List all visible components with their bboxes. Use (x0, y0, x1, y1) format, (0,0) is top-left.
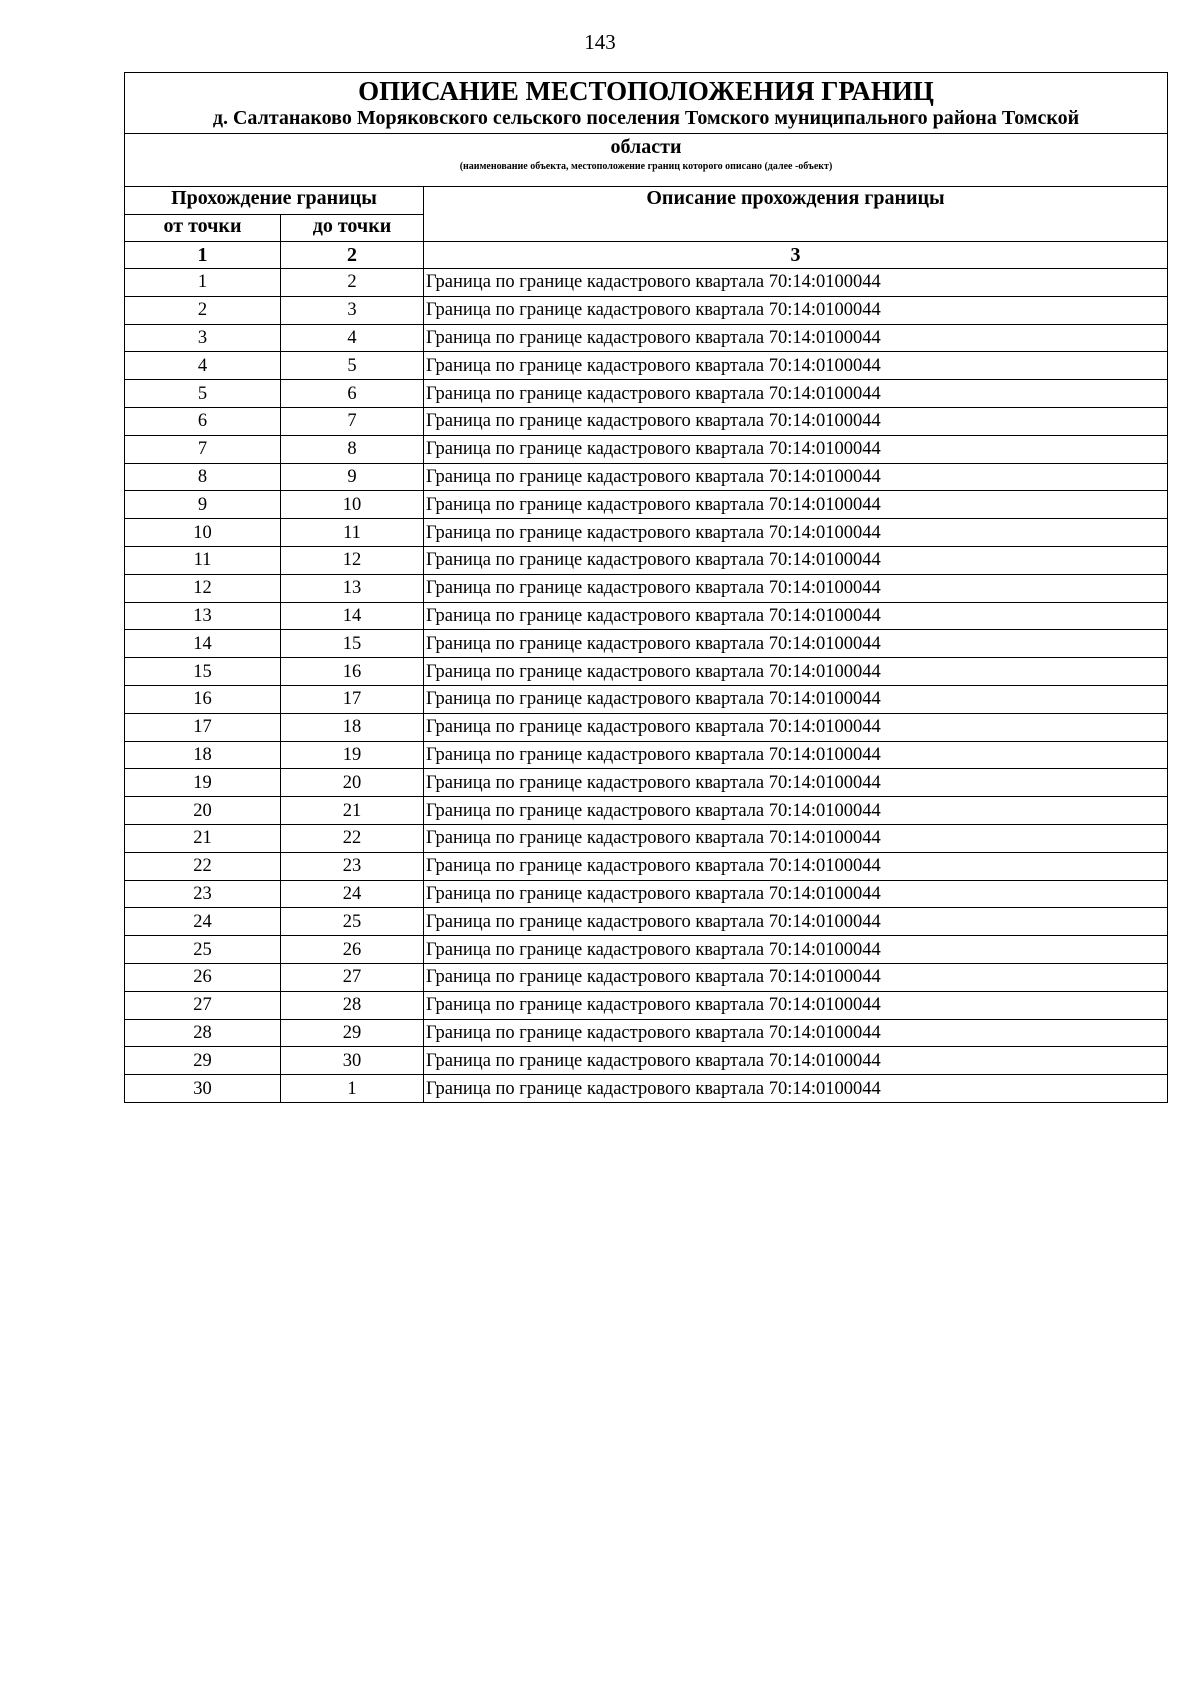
from-point-cell: 19 (125, 769, 281, 797)
to-point-cell: 23 (281, 852, 424, 880)
from-point-cell: 13 (125, 602, 281, 630)
table-row (125, 936, 1168, 964)
table-row (125, 269, 1168, 297)
from-point-cell: 21 (125, 824, 281, 852)
description-cell: Граница по границе кадастрового квартала 70:14:0100044 (424, 769, 1168, 797)
description-cell: Граница по границе кадастрового квартала 70:14:0100044 (424, 269, 1168, 297)
table-row (125, 1019, 1168, 1047)
title-cell (125, 73, 1168, 134)
title-row (125, 73, 1168, 134)
table-row (125, 741, 1168, 769)
from-point-cell: 29 (125, 1047, 281, 1075)
from-point-cell: 15 (125, 658, 281, 686)
from-point-cell: 10 (125, 519, 281, 547)
to-point-cell: 11 (281, 519, 424, 547)
from-point-cell: 4 (125, 352, 281, 380)
description-cell: Граница по границе кадастрового квартала 70:14:0100044 (424, 1047, 1168, 1075)
description-cell: Граница по границе кадастрового квартала 70:14:0100044 (424, 407, 1168, 435)
table-row (125, 685, 1168, 713)
to-point-cell: 10 (281, 491, 424, 519)
to-point-cell: 4 (281, 324, 424, 352)
from-point-cell: 8 (125, 463, 281, 491)
table-row (125, 435, 1168, 463)
object-name-row (125, 134, 1168, 187)
to-point-cell: 20 (281, 769, 424, 797)
description-cell: Граница по границе кадастрового квартала 70:14:0100044 (424, 519, 1168, 547)
to-point-cell: 13 (281, 574, 424, 602)
object-name-line1: д. Салтанаково Моряковского сельского поселения Томского муниципального района Томской (212, 107, 1080, 129)
from-point-cell: 5 (125, 380, 281, 408)
object-caption: (наименование объекта, местоположение границ которого описано (далее -объект) (459, 161, 833, 172)
to-point-cell: 28 (281, 991, 424, 1019)
to-point-cell: 8 (281, 435, 424, 463)
from-point-cell: 3 (125, 324, 281, 352)
description-cell: Граница по границе кадастрового квартала 70:14:0100044 (424, 352, 1168, 380)
from-point-cell: 28 (125, 1019, 281, 1047)
object-name-cell (125, 134, 1168, 187)
description-cell: Граница по границе кадастрового квартала 70:14:0100044 (424, 546, 1168, 574)
to-point-cell: 17 (281, 685, 424, 713)
description-cell: Граница по границе кадастрового квартала 70:14:0100044 (424, 908, 1168, 936)
column-number-2: 2 (281, 242, 424, 269)
description-cell: Граница по границе кадастрового квартала 70:14:0100044 (424, 1019, 1168, 1047)
table-row (125, 491, 1168, 519)
to-point-cell: 12 (281, 546, 424, 574)
to-point-cell: 14 (281, 602, 424, 630)
to-point-cell: 27 (281, 963, 424, 991)
table-row (125, 991, 1168, 1019)
to-point-cell: 29 (281, 1019, 424, 1047)
to-point-cell: 5 (281, 352, 424, 380)
from-point-cell: 16 (125, 685, 281, 713)
from-point-cell: 7 (125, 435, 281, 463)
table-row (125, 963, 1168, 991)
to-point-cell: 26 (281, 936, 424, 964)
description-cell: Граница по границе кадастрового квартала 70:14:0100044 (424, 963, 1168, 991)
table-row (125, 296, 1168, 324)
to-point-cell: 7 (281, 407, 424, 435)
description-cell: Граница по границе кадастрового квартала 70:14:0100044 (424, 463, 1168, 491)
from-point-cell: 6 (125, 407, 281, 435)
table-row (125, 908, 1168, 936)
description-cell: Граница по границе кадастрового квартала 70:14:0100044 (424, 296, 1168, 324)
description-cell: Граница по границе кадастрового квартала 70:14:0100044 (424, 324, 1168, 352)
from-point-cell: 23 (125, 880, 281, 908)
column-number-1: 1 (125, 242, 281, 269)
from-point-cell: 20 (125, 797, 281, 825)
from-point-cell: 14 (125, 630, 281, 658)
boundary-description-table (124, 72, 1168, 1103)
description-cell: Граница по границе кадастрового квартала 70:14:0100044 (424, 824, 1168, 852)
description-cell: Граница по границе кадастрового квартала 70:14:0100044 (424, 602, 1168, 630)
table-row (125, 713, 1168, 741)
description-cell: Граница по границе кадастрового квартала 70:14:0100044 (424, 380, 1168, 408)
table-row (125, 574, 1168, 602)
table-row (125, 880, 1168, 908)
column-number-row (125, 242, 1168, 269)
table-row (125, 519, 1168, 547)
table-row (125, 769, 1168, 797)
to-point-cell: 3 (281, 296, 424, 324)
description-cell: Граница по границе кадастрового квартала 70:14:0100044 (424, 852, 1168, 880)
header-row (125, 187, 1168, 215)
description-cell: Граница по границе кадастрового квартала 70:14:0100044 (424, 880, 1168, 908)
table-row (125, 324, 1168, 352)
to-point-header: до точки (281, 215, 424, 242)
description-cell: Граница по границе кадастрового квартала 70:14:0100044 (424, 1075, 1168, 1103)
from-point-cell: 25 (125, 936, 281, 964)
table-row (125, 380, 1168, 408)
passage-header: Прохождение границы (125, 187, 424, 215)
table-row (125, 352, 1168, 380)
description-cell: Граница по границе кадастрового квартала 70:14:0100044 (424, 741, 1168, 769)
table-row (125, 797, 1168, 825)
from-point-cell: 18 (125, 741, 281, 769)
object-name-line2: области (610, 136, 682, 158)
table-row (125, 1047, 1168, 1075)
from-point-cell: 24 (125, 908, 281, 936)
description-cell: Граница по границе кадастрового квартала 70:14:0100044 (424, 435, 1168, 463)
to-point-cell: 19 (281, 741, 424, 769)
column-number-3: 3 (424, 242, 1168, 269)
table-row (125, 658, 1168, 686)
description-header: Описание прохождения границы (424, 187, 1168, 242)
to-point-cell: 22 (281, 824, 424, 852)
description-cell: Граница по границе кадастрового квартала 70:14:0100044 (424, 574, 1168, 602)
to-point-cell: 6 (281, 380, 424, 408)
to-point-cell: 21 (281, 797, 424, 825)
from-point-cell: 30 (125, 1075, 281, 1103)
to-point-cell: 25 (281, 908, 424, 936)
table-row (125, 852, 1168, 880)
table-row (125, 602, 1168, 630)
to-point-cell: 18 (281, 713, 424, 741)
to-point-cell: 2 (281, 269, 424, 297)
table-row (125, 546, 1168, 574)
description-cell: Граница по границе кадастрового квартала 70:14:0100044 (424, 491, 1168, 519)
table-row (125, 824, 1168, 852)
to-point-cell: 30 (281, 1047, 424, 1075)
table-row (125, 407, 1168, 435)
from-point-cell: 26 (125, 963, 281, 991)
description-cell: Граница по границе кадастрового квартала 70:14:0100044 (424, 658, 1168, 686)
to-point-cell: 15 (281, 630, 424, 658)
table-row (125, 630, 1168, 658)
to-point-cell: 1 (281, 1075, 424, 1103)
from-point-cell: 27 (125, 991, 281, 1019)
description-cell: Граница по границе кадастрового квартала 70:14:0100044 (424, 713, 1168, 741)
from-point-cell: 2 (125, 296, 281, 324)
description-cell: Граница по границе кадастрового квартала 70:14:0100044 (424, 936, 1168, 964)
from-point-cell: 17 (125, 713, 281, 741)
from-point-cell: 1 (125, 269, 281, 297)
from-point-header: от точки (125, 215, 281, 242)
description-cell: Граница по границе кадастрового квартала 70:14:0100044 (424, 630, 1168, 658)
to-point-cell: 24 (281, 880, 424, 908)
to-point-cell: 9 (281, 463, 424, 491)
to-point-cell: 16 (281, 658, 424, 686)
description-cell: Граница по границе кадастрового квартала 70:14:0100044 (424, 685, 1168, 713)
table-row (125, 463, 1168, 491)
from-point-cell: 12 (125, 574, 281, 602)
page-number: 143 (584, 30, 616, 54)
description-cell: Граница по границе кадастрового квартала 70:14:0100044 (424, 797, 1168, 825)
document-title: ОПИСАНИЕ МЕСТОПОЛОЖЕНИЯ ГРАНИЦ (358, 76, 934, 106)
table-row (125, 1075, 1168, 1103)
from-point-cell: 11 (125, 546, 281, 574)
from-point-cell: 22 (125, 852, 281, 880)
from-point-cell: 9 (125, 491, 281, 519)
description-cell: Граница по границе кадастрового квартала 70:14:0100044 (424, 991, 1168, 1019)
